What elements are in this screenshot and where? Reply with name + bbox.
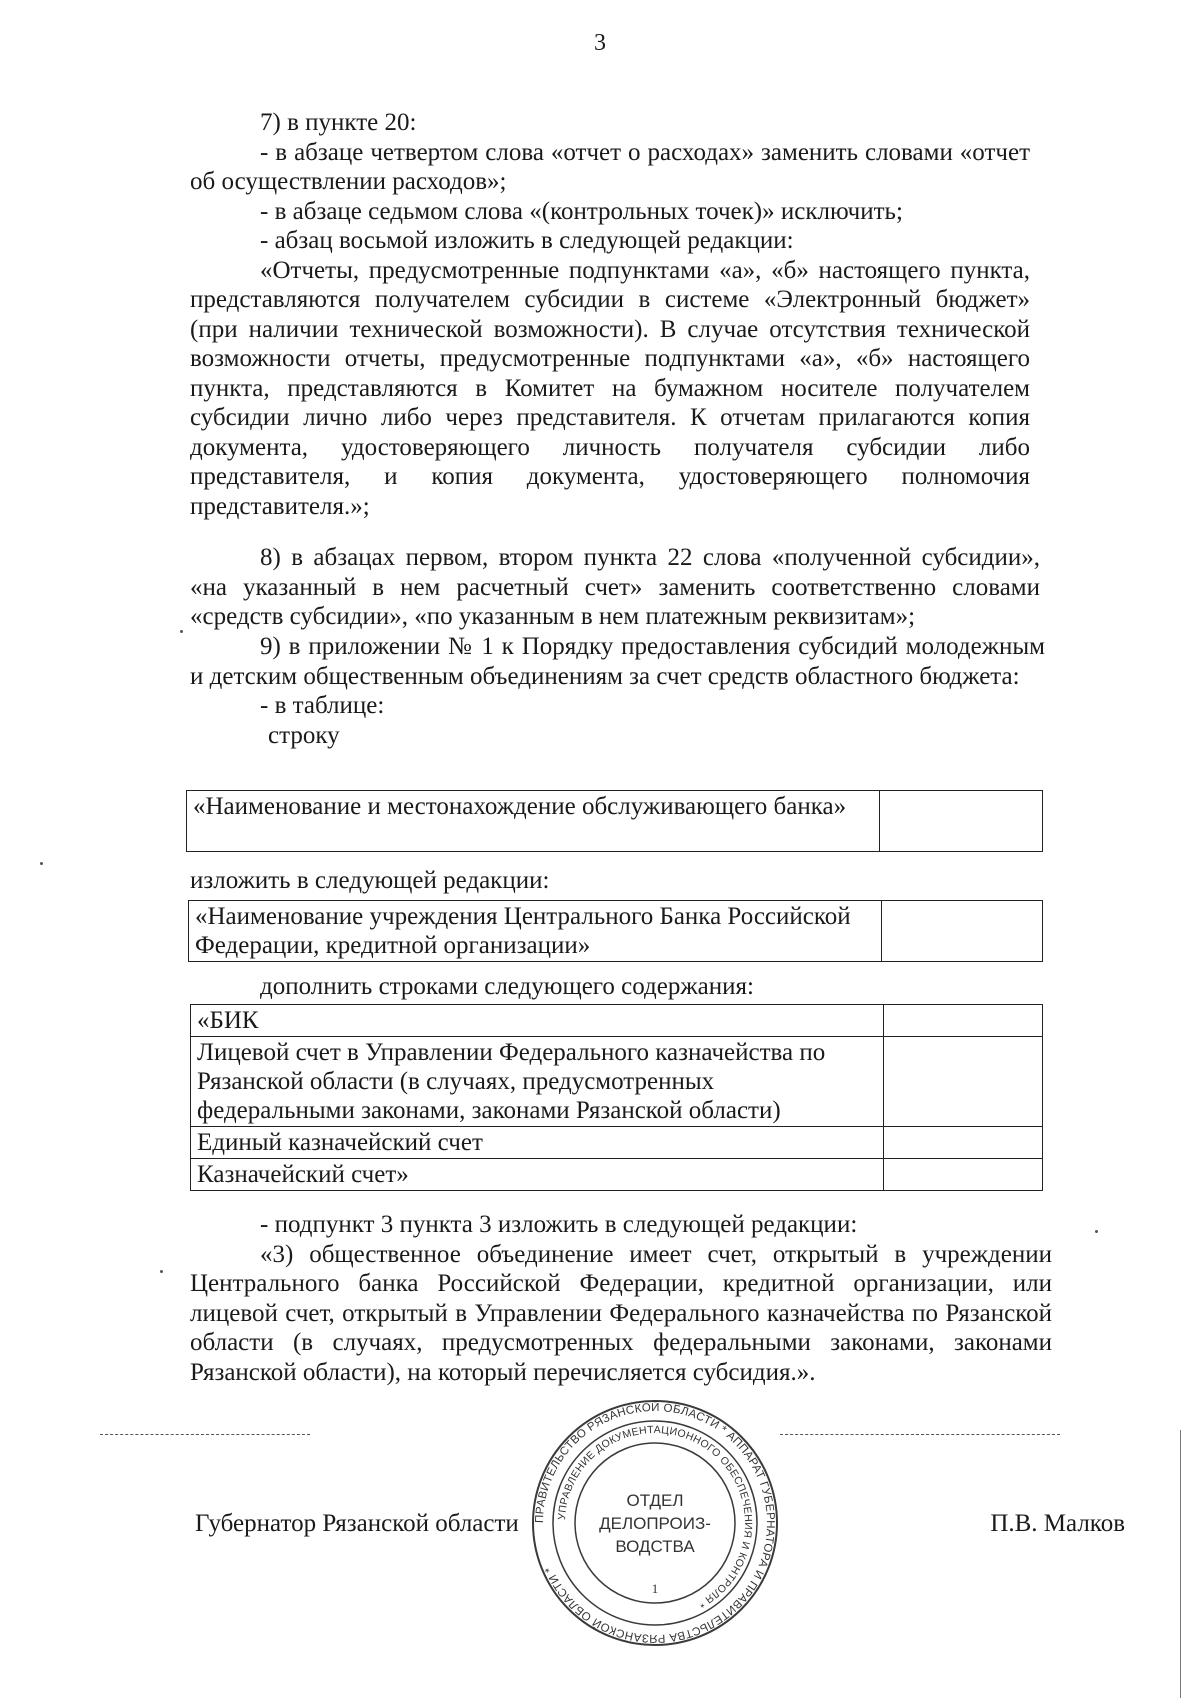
old-row-table — [186, 790, 1043, 852]
item-7 — [190, 108, 1030, 521]
old-row-value-cell — [880, 791, 1043, 852]
table-row — [191, 1127, 1043, 1159]
stamp-outer-ring-text: ПРАВИТЕЛЬСТВО РЯЗАНСКОЙ ОБЛАСТИ * АППАРАТ ГУБЕРНАТОРА И ПРАВИТЕЛЬСТВА РЯЗАНСКОЙ ОБЛАСТИ * — [533, 1401, 777, 1645]
scan-speck — [160, 1270, 163, 1273]
added-row-value-cell — [884, 1005, 1043, 1037]
signature-position: Губернатор Рязанской области — [195, 1510, 519, 1537]
scan-speck — [1095, 1230, 1098, 1233]
added-row-value-cell — [884, 1127, 1043, 1159]
item-9 — [190, 632, 1045, 750]
added-row-value-cell — [884, 1037, 1043, 1127]
scan-speck — [40, 862, 43, 865]
table-row — [189, 901, 1043, 962]
item-9-text: 9) в приложении № 1 к Порядку предоставления субсидий молодежным и детским общественным объединениям за счет средств областного бюджета: — [190, 633, 1045, 690]
item-7-paragraph-7: - в абзаце седьмом слова «(контрольных точек)» исключить; — [260, 197, 903, 225]
stamp-number: 1 — [651, 1581, 659, 1596]
table-row — [187, 791, 1043, 852]
scan-edge-line — [1180, 1430, 1181, 1698]
subpoint-text: - подпункт 3 пункта 3 изложить в следующей редакции: — [260, 1211, 858, 1238]
scan-dash-line — [780, 1434, 1060, 1435]
new-row-table — [188, 900, 1043, 962]
item-7-quote: «Отчеты, предусмотренные подпунктами «а», «б» настоящего пункта, представляются получателем субсидии в системе «Электронный бюджет» (при наличии технической возможности). В случае отсутствия технической возможности отчеты, предусмотренные подпунктами «а», «б» настоящего пункта, представляются в Комитет на бумажном носителе получателем субсидии лично либо через представителя. К отчетам прилагаются копия документа, удостоверяющего личность получателя субсидии либо представителя, и копия документа, удостоверяющего полномочия представителя.»; — [190, 256, 1030, 520]
new-row-value-cell — [882, 901, 1043, 962]
stamp-center-line-2: ДЕЛОПРОИЗ- — [599, 1514, 711, 1533]
item-7-paragraph-4: - в абзаце четвертом слова «отчет о расходах» заменить словами «отчет об осуществлении расходов»; — [190, 138, 1030, 195]
item-7-paragraph-8: - абзац восьмой изложить в следующей редакции: — [260, 227, 794, 254]
old-row-cell: «Наименование и местонахождение обслуживающего банка» — [187, 791, 880, 852]
stamp-inner-ring-text: УПРАВЛЕНИЕ ДОКУМЕНТАЦИОННОГО ОБЕСПЕЧЕНИЯ И КОНТРОЛЯ * — [556, 1423, 755, 1611]
scan-speck — [180, 630, 183, 633]
item-9-in-table: - в таблице: — [260, 692, 385, 719]
item-8 — [190, 543, 1040, 632]
scan-dash-line — [100, 1434, 310, 1435]
stamp-center-line-1: ОТДЕЛ — [626, 1491, 684, 1510]
official-stamp — [530, 1398, 780, 1648]
stamp-center-line-3: ВОДСТВА — [615, 1537, 695, 1556]
added-row-personal-account: Лицевой счет в Управлении Федерального казначейства по Рязанской области (в случаях, предусмотренных федеральными законами, законами Рязанской области) — [191, 1037, 884, 1127]
replace-text — [190, 866, 1030, 896]
item-8-text: 8) в абзацах первом, втором пункта 22 слова «полученной субсидии», «на указанный в нем расчетный счет» заменить соответственно словами «средств субсидии», «по указанным в нем платежным реквизитам»; — [190, 544, 1040, 630]
subpoint-quote: «3) общественное объединение имеет счет, открытый в учреждении Центрального банка Российской Федерации, кредитной организации, или лицевой счет, открытый в Управлении Федерального казначейства по Рязанской области (в случаях, предусмотренных федеральными законами, законами Рязанской области), на который перечисляется субсидия.». — [190, 1240, 1052, 1386]
table-row — [191, 1005, 1043, 1037]
page-number: 3 — [594, 30, 606, 56]
signature-name: П.В. Малков — [990, 1510, 1125, 1537]
item-7-heading: 7) в пункте 20: — [260, 109, 417, 136]
table-row — [191, 1037, 1043, 1127]
added-row-bik: «БИК — [191, 1005, 884, 1037]
new-row-cell: «Наименование учреждения Центрального Банка Российской Федерации, кредитной организации» — [189, 901, 882, 962]
subpoint-block — [190, 1210, 1052, 1387]
added-row-value-cell — [884, 1159, 1043, 1191]
added-rows-table — [190, 1004, 1043, 1191]
item-9-row-word: строку — [268, 721, 340, 749]
added-row-treasury-account: Казначейский счет» — [191, 1159, 884, 1191]
add-text-label: дополнить строками следующего содержания: — [260, 973, 754, 1000]
table-row — [191, 1159, 1043, 1191]
add-text — [190, 972, 1030, 1002]
replace-text-label: изложить в следующей редакции: — [190, 867, 550, 894]
added-row-unified-account: Единый казначейский счет — [191, 1127, 884, 1159]
